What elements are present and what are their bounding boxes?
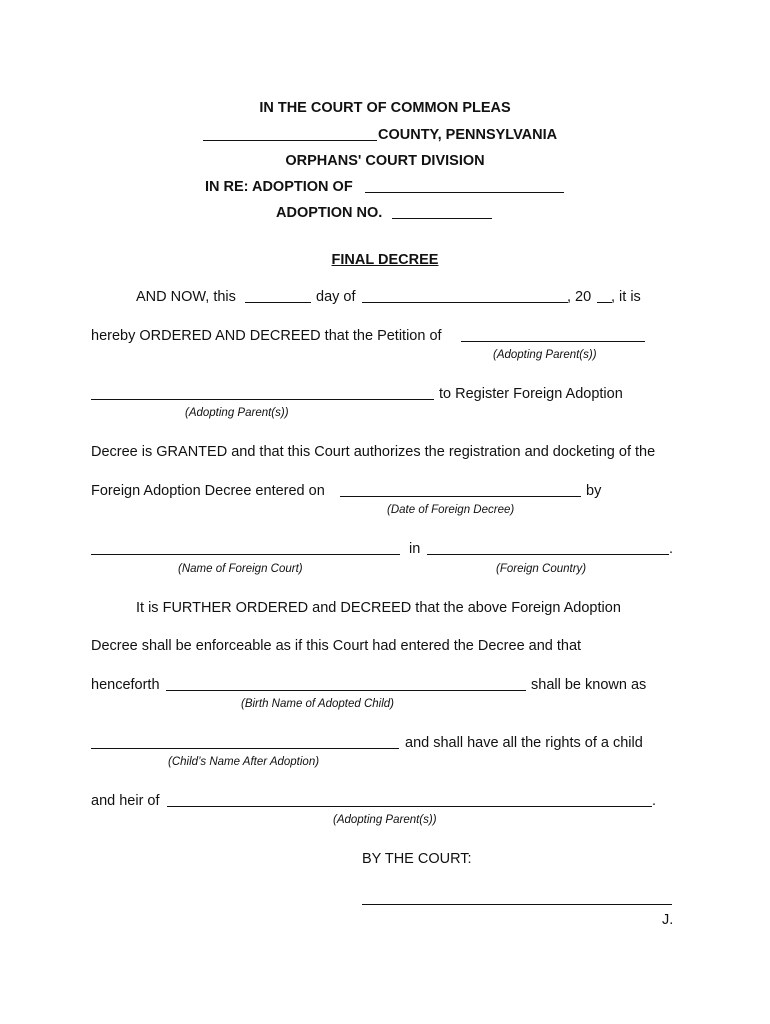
court-heading: IN THE COURT OF COMMON PLEAS [259,100,511,116]
division-heading: ORPHANS' COURT DIVISION [285,153,485,169]
county-blank[interactable] [203,140,377,141]
ordered-text: hereby ORDERED AND DECREED that the Petition of [91,328,442,344]
period-text: . [652,793,657,809]
petitioner-blank-2[interactable] [91,399,434,400]
birth-name-blank[interactable] [166,690,526,691]
county-heading: COUNTY, PENNSYLVANIA [378,127,558,143]
adoption-no-label: ADOPTION NO. [276,205,383,221]
judge-suffix: J. [662,912,674,928]
page-title: FINAL DECREE [331,252,439,268]
child-name-caption: (Child’s Name After Adoption) [168,756,320,768]
by-text: by [586,483,602,499]
it-is-text: , it is [611,289,641,305]
new-name-blank[interactable] [91,748,399,749]
foreign-court-caption: (Name of Foreign Court) [178,563,303,575]
day-of-text: day of [316,289,356,305]
further-ordered-text: It is FURTHER ORDERED and DECREED that the above Foreign Adoption [136,600,621,616]
birth-name-caption: (Birth Name of Adopted Child) [241,698,394,710]
henceforth-text: henceforth [91,677,160,693]
in-text: in [409,541,421,557]
day-blank[interactable] [245,302,311,303]
in-re-label: IN RE: ADOPTION OF [205,179,353,195]
foreign-country-blank[interactable] [427,554,669,555]
adopting-parents-caption: (Adopting Parent(s)) [185,407,289,419]
by-the-court-text: BY THE COURT: [362,851,472,867]
decree-date-blank[interactable] [340,496,581,497]
year-prefix-text: , 20 [567,289,592,305]
adopting-parents-caption: (Adopting Parent(s)) [333,814,437,826]
adoptee-name-blank[interactable] [365,192,564,193]
rights-text: and shall have all the rights of a child [405,735,643,751]
petitioner-blank[interactable] [461,341,645,342]
granted-text: Decree is GRANTED and that this Court authorizes the registration and docketing of the [91,444,656,460]
foreign-court-blank[interactable] [91,554,400,555]
entered-on-text: Foreign Adoption Decree entered on [91,483,325,499]
register-text: to Register Foreign Adoption [439,386,623,402]
adopting-parents-caption: (Adopting Parent(s)) [493,349,597,361]
year-blank[interactable] [597,302,612,303]
date-caption: (Date of Foreign Decree) [387,504,515,516]
heir-of-text: and heir of [91,793,160,809]
known-as-text: shall be known as [531,677,647,693]
month-blank[interactable] [362,302,568,303]
enforceable-text: Decree shall be enforceable as if this Court had entered the Decree and that [91,638,582,654]
adoption-no-blank[interactable] [392,218,492,219]
and-now-text: AND NOW, this [136,289,236,305]
foreign-country-caption: (Foreign Country) [496,563,587,575]
period-text: . [669,541,674,557]
judge-signature-line[interactable] [362,904,672,905]
heir-parents-blank[interactable] [167,806,652,807]
